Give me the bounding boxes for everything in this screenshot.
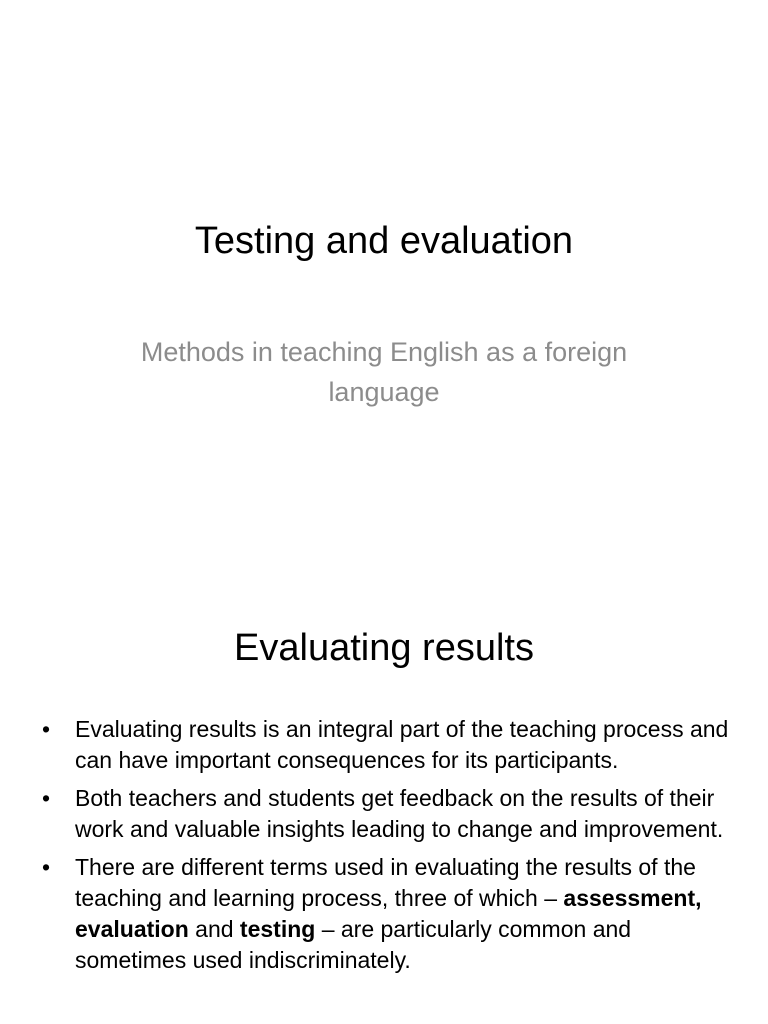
slide-subtitle: Methods in teaching English as a foreign language [140,337,628,407]
bullet-icon: • [42,854,51,880]
bullet-text: and [195,916,234,942]
bullet-text: Evaluating results is an integral part of the teaching process and can have important consequences for its participants. [75,716,729,773]
bullet-text: – are particularly common and sometimes used indiscriminately. [75,916,632,973]
bullet-item [42,714,732,776]
bold-term: assessment, evaluation [75,885,702,942]
bullet-icon: • [42,785,51,811]
slide-title: Evaluating results [234,627,534,669]
bullet-text: Both teachers and students get feedback on the results of their work and valuable insights leading to change and improvement. [75,785,724,842]
bullet-text: There are different terms used in evaluating the results of the teaching and learning process, three of which – [75,854,696,911]
bullet-item [42,852,732,976]
bullet-item [42,783,732,845]
bullet-list [42,714,732,983]
slide-title: Testing and evaluation [194,220,574,262]
bullet-icon: • [42,716,51,742]
bold-term: testing [239,916,316,942]
content-slide [0,576,768,1024]
